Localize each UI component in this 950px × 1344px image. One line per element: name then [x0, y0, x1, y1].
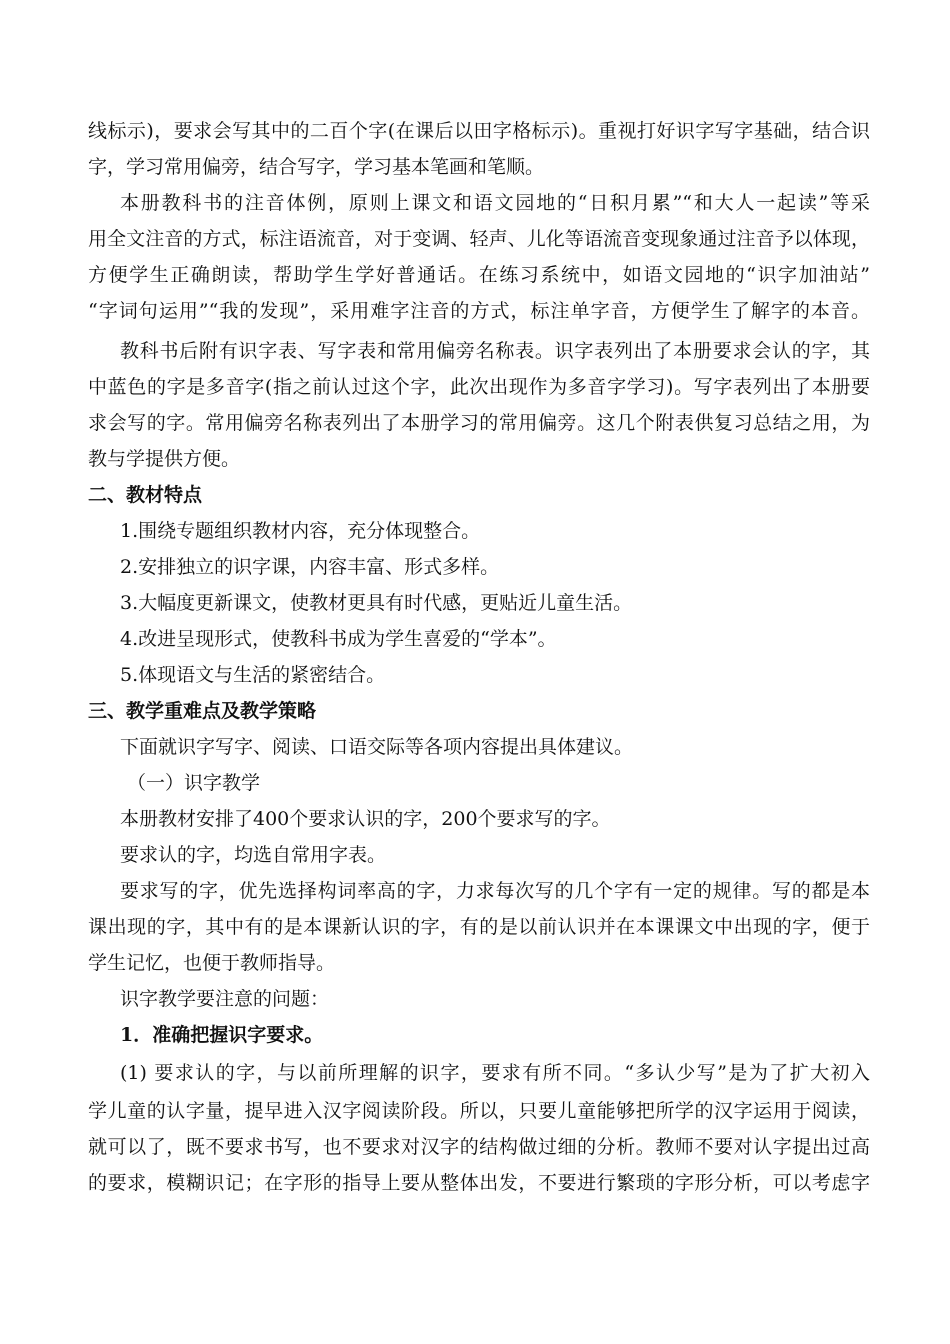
list-item: 5.体现语文与生活的紧密结合。	[120, 664, 386, 686]
text-line: 学儿童的认字量，提早进入汉字阅读阶段。所以，只要儿童能够把所学的汉字运用于阅读，	[88, 1100, 870, 1122]
subsection-heading: （一）识字教学	[127, 772, 261, 794]
text-line: 教科书后附有识字表、写字表和常用偏旁名称表。识字表列出了本册要求会认的字，其	[120, 340, 870, 362]
text-line: 要求认的字，均选自常用字表。	[120, 844, 387, 866]
text-line: 线标示)，要求会写其中的二百个字(在课后以田字格标示)。重视打好识字写字基础，结合识	[88, 120, 870, 142]
text-line: 字，学习常用偏旁，结合写字，学习基本笔画和笔顺。	[88, 156, 545, 178]
text-line: 方便学生正确朗读，帮助学生学好普通话。在练习系统中，如语文园地的“识字加油站”	[88, 264, 870, 286]
text-line: 本册教材安排了400个要求认识的字，200个要求写的字。	[120, 808, 611, 830]
text-line: 要求写的字，优先选择构词率高的字，力求每次写的几个字有一定的规律。写的都是本	[120, 880, 870, 902]
text-line: 中蓝色的字是多音字(指之前认过这个字，此次出现作为多音字学习)。写字表列出了本册要	[88, 376, 870, 398]
text-line: 求会写的字。常用偏旁名称表列出了本册学习的常用偏旁。这几个附表供复习总结之用，为	[88, 412, 870, 434]
text-line: 课出现的字，其中有的是本课新认识的字，有的是以前认识并在本课课文中出现的字，便于	[88, 916, 870, 938]
list-item: 1.围绕专题组织教材内容，充分体现整合。	[120, 520, 481, 542]
list-item: 3.大幅度更新课文，使教材更具有时代感，更贴近儿童生活。	[120, 592, 633, 614]
section-heading: 二、教材特点	[88, 484, 203, 506]
text-line: 1．准确把握识字要求。	[120, 1024, 324, 1046]
text-line: (1) 要求认的字，与以前所理解的识字，要求有所不同。“多认少写”是为了扩大初入	[120, 1062, 870, 1084]
text-line: 下面就识字写字、阅读、口语交际等各项内容提出具体建议。	[120, 736, 634, 758]
text-line: 教与学提供方便。	[88, 448, 241, 470]
text-line: 的要求，模糊识记；在字形的指导上要从整体出发，不要进行繁琐的字形分析，可以考虑字	[88, 1172, 870, 1194]
text-line: 识字教学要注意的问题：	[120, 988, 330, 1010]
list-item: 4.改进呈现形式，使教科书成为学生喜爱的“学本”。	[120, 628, 557, 650]
text-line: 就可以了，既不要求书写，也不要求对汉字的结构做过细的分析。教师不要对认字提出过高	[88, 1136, 870, 1158]
text-line: 用全文注音的方式，标注语流音，对于变调、轻声、儿化等语流音变现象通过注音予以体现，	[88, 228, 870, 250]
list-item: 2.安排独立的识字课，内容丰富、形式多样。	[120, 556, 500, 578]
text-line: 本册教科书的注音体例，原则上课文和语文园地的“日积月累”“和大人一起读”等采	[120, 192, 870, 214]
text-line: “字词句运用”“我的发现”，采用难字注音的方式，标注单字音，方便学生了解字的本音。	[88, 300, 870, 322]
text-line: 学生记忆，也便于教师指导。	[88, 952, 336, 974]
section-heading: 三、教学重难点及教学策略	[88, 700, 317, 722]
